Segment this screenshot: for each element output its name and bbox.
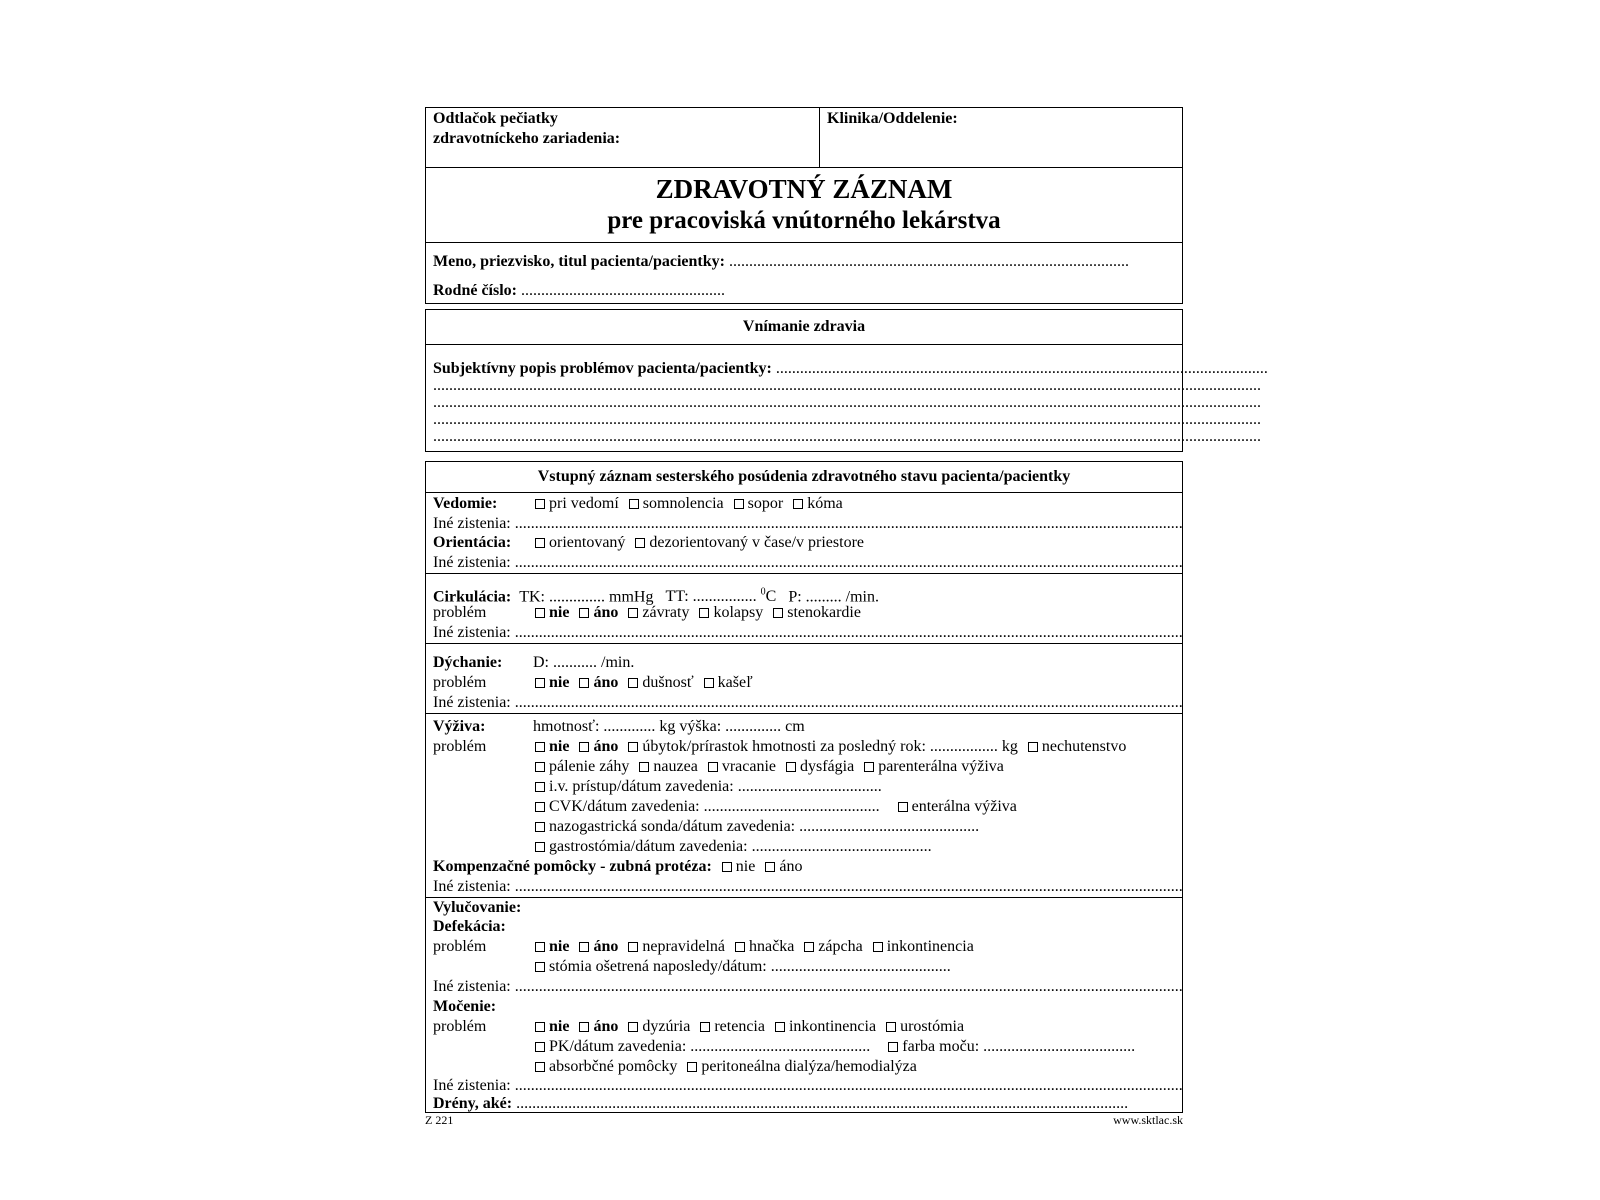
consciousness-row xyxy=(433,494,1175,514)
breathing-problem-row xyxy=(433,673,1175,693)
problem-label: problém xyxy=(433,604,487,621)
checkbox-option[interactable]: urostómia xyxy=(884,1018,964,1035)
checkbox-option[interactable]: zápcha xyxy=(802,938,862,955)
birth-number-label: Rodné číslo: xyxy=(433,282,517,299)
subjective-description-field[interactable]: Subjektívny popis problémov pacienta/pacientky: ........................................................................................................................... xyxy=(433,360,1268,377)
checkbox-option[interactable]: hnačka xyxy=(733,938,794,955)
subjective-line[interactable]: ............................................................................................................................................................................................................... xyxy=(433,411,1261,428)
checkbox-yes[interactable]: áno xyxy=(577,1018,618,1035)
urine-color-option[interactable]: farba moču: ...................................... xyxy=(886,1038,1135,1055)
form-header xyxy=(425,107,1183,304)
orientation-label: Orientácia: xyxy=(433,534,512,551)
dentures-row xyxy=(433,857,1175,877)
section-divider xyxy=(426,643,1182,644)
checkbox-no[interactable]: nie xyxy=(533,604,569,621)
problem-label: problém xyxy=(433,674,487,691)
consciousness-label: Vedomie: xyxy=(433,495,498,512)
other-findings-label: Iné zistenia: xyxy=(433,978,511,995)
checkbox-option[interactable]: závraty xyxy=(626,604,689,621)
checkbox-option[interactable]: absorbčné pomôcky xyxy=(533,1058,677,1075)
other-findings-field[interactable]: Iné zistenia: ....................................................................................................................................................................... xyxy=(433,1077,1183,1094)
checkbox-option[interactable]: parenterálna výživa xyxy=(862,758,1004,775)
nutrition-options-row xyxy=(533,757,1173,777)
other-findings-label: Iné zistenia: xyxy=(433,878,511,895)
weight-height-field[interactable]: hmotnosť: ............. kg výška: .............. cm xyxy=(533,718,805,735)
checkbox-option[interactable]: dušnosť xyxy=(626,674,693,691)
checkbox-option[interactable]: pri vedomí xyxy=(533,495,619,512)
stamp-label-line1: Odtlačok pečiatky xyxy=(433,110,558,127)
elimination-label: Vylučovanie: xyxy=(433,899,522,916)
checkbox-option[interactable]: stenokardie xyxy=(771,604,861,621)
checkbox-yes[interactable]: áno xyxy=(577,674,618,691)
circulation-problem-row xyxy=(433,603,1175,623)
checkbox-yes[interactable]: áno xyxy=(763,858,802,875)
problem-label: problém xyxy=(433,738,487,755)
title-block xyxy=(426,167,1182,243)
stoma-label: stómia ošetrená naposledy/dátum: ............................................. xyxy=(549,958,951,975)
drains-field[interactable]: Drény, aké: ......................................................................................................................................................... xyxy=(433,1095,1129,1112)
checkbox-option[interactable]: somnolencia xyxy=(627,495,724,512)
pk-option[interactable]: PK/dátum zavedenia: ............................................. xyxy=(533,1038,870,1055)
drains-label: Drény, aké: xyxy=(433,1095,513,1112)
checkbox-yes[interactable]: áno xyxy=(577,604,618,621)
clinic-field[interactable] xyxy=(827,109,958,129)
header-top-row xyxy=(426,108,1182,168)
checkbox-option[interactable]: nepravidelná xyxy=(626,938,725,955)
checkbox-option[interactable]: pálenie záhy xyxy=(533,758,629,775)
checkbox-option[interactable]: kašeľ xyxy=(702,674,753,691)
checkbox-option[interactable]: dezorientovaný v čase/v priestore xyxy=(633,534,864,551)
circulation-label: Cirkulácia: xyxy=(433,588,512,606)
checkbox-no[interactable]: nie xyxy=(720,858,756,875)
subjective-line[interactable]: ............................................................................................................................................................................................................... xyxy=(433,377,1261,394)
urination-problem-row xyxy=(433,1017,1175,1037)
respiration-rate-field[interactable]: D: ........... /min. xyxy=(533,654,635,671)
checkbox-option[interactable]: kóma xyxy=(791,495,843,512)
nutrition-problem-row xyxy=(433,737,1175,757)
enteral-option[interactable]: enterálna výživa xyxy=(896,798,1017,815)
patient-name-label: Meno, priezvisko, titul pacienta/pacientky: xyxy=(433,253,725,270)
other-findings-field[interactable]: Iné zistenia: ....................................................................................................................................................................... xyxy=(433,978,1183,995)
form-title: ZDRAVOTNÝ ZÁZNAM xyxy=(655,174,953,204)
problem-label: problém xyxy=(433,1018,487,1035)
iv-access-label: i.v. prístup/dátum zavedenia: .................................... xyxy=(549,778,882,795)
stamp-area[interactable] xyxy=(433,109,813,149)
section-divider xyxy=(426,573,1182,574)
iv-access-row[interactable] xyxy=(533,777,1173,797)
subjective-description-label: Subjektívny popis problémov pacienta/pacientky: xyxy=(433,360,772,377)
health-perception-heading: Vnímanie zdravia xyxy=(426,310,1182,345)
blood-pressure-field[interactable]: TK: .............. mmHg xyxy=(519,588,654,606)
stoma-row[interactable] xyxy=(533,957,1173,977)
other-findings-field[interactable]: Iné zistenia: ....................................................................................................................................................................... xyxy=(433,554,1183,571)
checkbox-option[interactable]: nechutenstvo xyxy=(1026,738,1126,755)
other-findings-label: Iné zistenia: xyxy=(433,694,511,711)
other-findings-field[interactable]: Iné zistenia: ....................................................................................................................................................................... xyxy=(433,878,1183,895)
checkbox-option[interactable]: inkontinencia xyxy=(871,938,974,955)
header-divider xyxy=(819,108,820,167)
publisher-website[interactable]: www.sktlac.sk xyxy=(1113,1113,1183,1127)
checkbox-no[interactable]: nie xyxy=(533,738,569,755)
stamp-label-line2: zdravotníckeho zariadenia: xyxy=(433,130,621,147)
ng-tube-label: nazogastrická sonda/dátum zavedenia: ............................................. xyxy=(549,818,980,835)
cvk-row xyxy=(533,797,1173,817)
other-findings-label: Iné zistenia: xyxy=(433,624,511,641)
other-findings-label: Iné zistenia: xyxy=(433,1077,511,1094)
other-findings-field[interactable]: Iné zistenia: ....................................................................................................................................................................... xyxy=(433,624,1183,641)
subjective-line[interactable]: ............................................................................................................................................................................................................... xyxy=(433,428,1261,445)
checkbox-option[interactable]: orientovaný xyxy=(533,534,625,551)
gastrostomy-row[interactable] xyxy=(533,837,1173,857)
pulse-field[interactable]: P: ......... /min. xyxy=(788,588,879,606)
other-findings-field[interactable]: Iné zistenia: ....................................................................................................................................................................... xyxy=(433,515,1183,532)
checkbox-option[interactable]: retencia xyxy=(698,1018,765,1035)
nursing-assessment-section xyxy=(425,461,1183,1113)
checkbox-option[interactable]: dysfágia xyxy=(784,758,854,775)
subjective-line[interactable]: ............................................................................................................................................................................................................... xyxy=(433,394,1261,411)
checkbox-option[interactable]: peritoneálna dialýza/hemodialýza xyxy=(685,1058,916,1075)
defecation-problem-row xyxy=(433,937,1175,957)
checkbox-option[interactable]: sopor xyxy=(732,495,784,512)
defecation-label: Defekácia: xyxy=(433,918,506,935)
cvk-option[interactable]: CVK/dátum zavedenia: ............................................ xyxy=(533,798,880,815)
other-findings-label: Iné zistenia: xyxy=(433,515,511,532)
nutrition-row xyxy=(433,717,1175,737)
checkbox-option[interactable]: inkontinencia xyxy=(773,1018,876,1035)
checkbox-yes[interactable]: áno xyxy=(577,738,618,755)
gastrostomy-label: gastrostómia/dátum zavedenia: ............................................. xyxy=(549,838,932,855)
checkbox-no[interactable]: nie xyxy=(533,1018,569,1035)
urination-options-row xyxy=(533,1057,1173,1077)
problem-label: problém xyxy=(433,938,487,955)
patient-name-field[interactable]: Meno, priezvisko, titul pacienta/pacientky: .................................................................................................... xyxy=(433,253,1129,270)
checkbox-option[interactable]: vracanie xyxy=(706,758,776,775)
checkbox-option[interactable]: nauzea xyxy=(637,758,697,775)
urination-label: Močenie: xyxy=(433,998,497,1015)
dentures-label: Kompenzačné pomôcky - zubná protéza: xyxy=(433,858,712,875)
breathing-row xyxy=(433,653,1175,673)
form-subtitle: pre pracoviská vnútorného lekárstva xyxy=(607,207,1001,234)
nutrition-label: Výživa: xyxy=(433,718,486,735)
health-perception-section xyxy=(425,309,1268,452)
birth-number-field[interactable]: Rodné číslo: ................................................... xyxy=(433,282,725,299)
checkbox-option[interactable]: úbytok/prírastok hmotnosti za posledný rok: ................. kg xyxy=(626,738,1018,755)
orientation-row xyxy=(433,533,1175,553)
clinic-label: Klinika/Oddelenie: xyxy=(827,110,958,127)
checkbox-option[interactable]: dyzúria xyxy=(626,1018,690,1035)
checkbox-no[interactable]: nie xyxy=(533,938,569,955)
ng-tube-row[interactable] xyxy=(533,817,1173,837)
temperature-field[interactable]: TT: ................ $^0$C xyxy=(665,587,777,606)
section-divider xyxy=(426,713,1182,714)
checkbox-option[interactable]: kolapsy xyxy=(697,604,763,621)
checkbox-yes[interactable]: áno xyxy=(577,938,618,955)
other-findings-label: Iné zistenia: xyxy=(433,554,511,571)
other-findings-field[interactable]: Iné zistenia: ....................................................................................................................................................................... xyxy=(433,694,1183,711)
form-code: Z 221 xyxy=(425,1113,454,1127)
checkbox-no[interactable]: nie xyxy=(533,674,569,691)
nursing-assessment-heading: Vstupný záznam sesterského posúdenia zdravotného stavu pacienta/pacientky xyxy=(426,462,1182,493)
breathing-label: Dýchanie: xyxy=(433,654,503,671)
catheter-row xyxy=(533,1037,1173,1057)
